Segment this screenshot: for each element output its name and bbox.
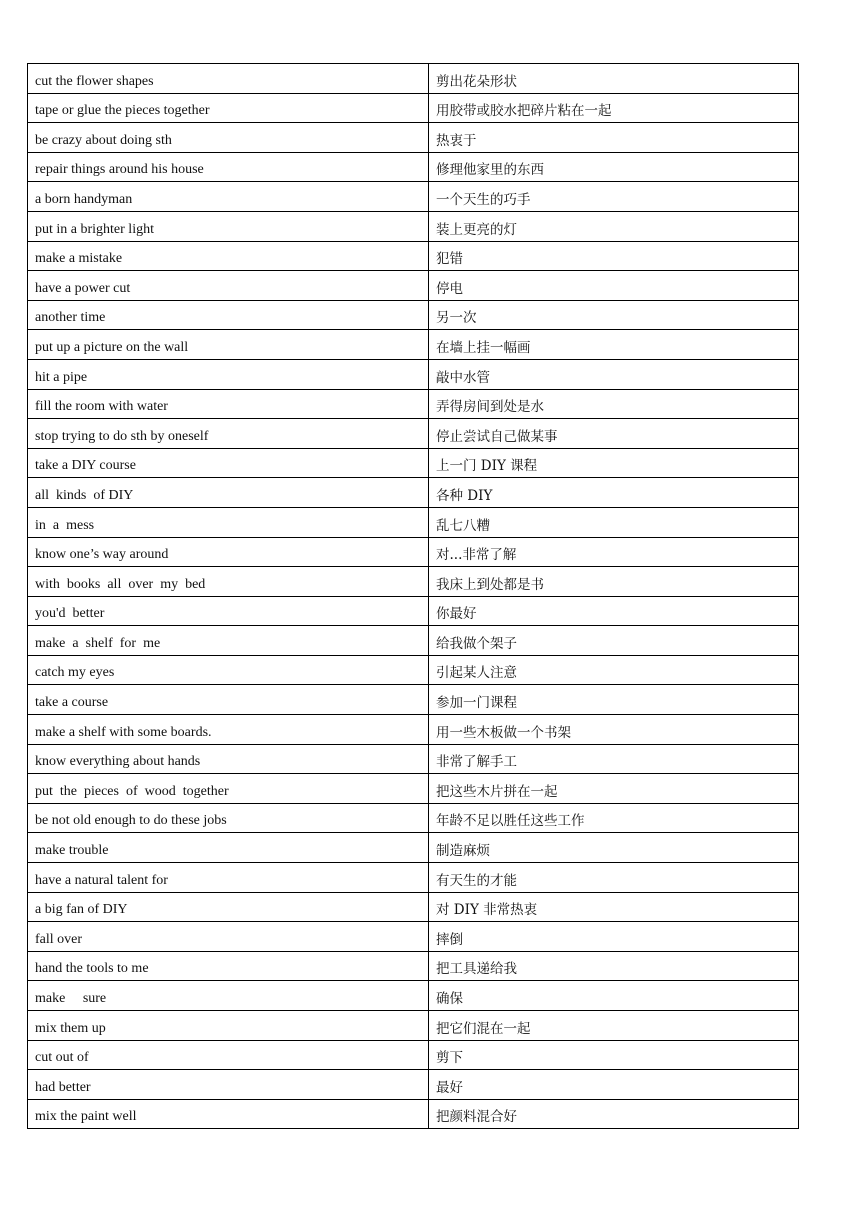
table-row — [28, 774, 799, 804]
english-phrase-cell — [28, 626, 429, 656]
english-phrase-cell — [28, 478, 429, 508]
chinese-meaning: 把颜料混合好 — [436, 1109, 517, 1126]
table-row — [28, 567, 799, 597]
chinese-meaning: 制造麻烦 — [436, 843, 490, 860]
english-phrase: mix them up — [35, 1020, 106, 1036]
chinese-meaning-cell — [429, 685, 799, 715]
chinese-meaning: 剪下 — [436, 1050, 463, 1067]
chinese-meaning-cell — [429, 1011, 799, 1041]
table-row — [28, 64, 799, 94]
chinese-meaning-cell — [429, 922, 799, 952]
table-row — [28, 182, 799, 212]
chinese-meaning: 摔倒 — [436, 931, 463, 948]
english-phrase: mix the paint well — [35, 1109, 137, 1125]
chinese-meaning-cell — [429, 833, 799, 863]
english-phrase: have a power cut — [35, 280, 131, 296]
table-row — [28, 211, 799, 241]
english-phrase-cell — [28, 833, 429, 863]
chinese-meaning: 另一次 — [436, 310, 477, 327]
table-row — [28, 123, 799, 153]
table-row — [28, 626, 799, 656]
chinese-meaning-cell — [429, 981, 799, 1011]
english-phrase: a big fan of DIY — [35, 902, 128, 918]
english-phrase-cell — [28, 359, 429, 389]
english-phrase: make a mistake — [35, 251, 123, 267]
english-phrase-cell — [28, 448, 429, 478]
table-row — [28, 537, 799, 567]
english-phrase: repair things around his house — [35, 162, 204, 178]
english-phrase: with books all over my bed — [35, 576, 206, 592]
english-phrase-cell — [28, 93, 429, 123]
english-phrase: a born handyman — [35, 191, 133, 207]
chinese-meaning-cell — [429, 419, 799, 449]
english-phrase: cut out of — [35, 1050, 89, 1066]
chinese-meaning-cell — [429, 300, 799, 330]
english-phrase-cell — [28, 419, 429, 449]
vocabulary-table-body — [28, 64, 799, 1129]
english-phrase-cell — [28, 537, 429, 567]
chinese-meaning: 引起某人注意 — [436, 665, 517, 682]
english-phrase: catch my eyes — [35, 665, 115, 681]
table-row — [28, 892, 799, 922]
chinese-meaning: 非常了解手工 — [436, 754, 517, 771]
english-phrase: hand the tools to me — [35, 961, 149, 977]
chinese-meaning: 弄得房间到处是水 — [436, 399, 544, 416]
chinese-meaning: 我床上到处都是书 — [436, 576, 544, 593]
english-phrase-cell — [28, 300, 429, 330]
english-phrase-cell — [28, 330, 429, 360]
english-phrase-cell — [28, 507, 429, 537]
table-row — [28, 685, 799, 715]
chinese-meaning-cell — [429, 1099, 799, 1129]
chinese-meaning: 把这些木片拼在一起 — [436, 783, 558, 800]
chinese-meaning: 有天生的才能 — [436, 872, 517, 889]
chinese-meaning: 你最好 — [436, 606, 477, 623]
english-phrase-cell — [28, 685, 429, 715]
english-phrase-cell — [28, 981, 429, 1011]
chinese-meaning: 用胶带或胶水把碎片粘在一起 — [436, 103, 612, 120]
english-phrase: know everything about hands — [35, 754, 201, 770]
chinese-meaning: 装上更亮的灯 — [436, 221, 517, 238]
table-row — [28, 448, 799, 478]
english-phrase: stop trying to do sth by oneself — [35, 428, 209, 444]
table-row — [28, 271, 799, 301]
english-phrase-cell — [28, 211, 429, 241]
chinese-meaning: 热衷于 — [436, 132, 477, 149]
table-row — [28, 863, 799, 893]
chinese-meaning: 上一门 DIY 课程 — [436, 458, 538, 475]
chinese-meaning-cell — [429, 448, 799, 478]
table-row — [28, 1099, 799, 1129]
chinese-meaning: 乱七八糟 — [436, 517, 490, 534]
chinese-meaning-cell — [429, 330, 799, 360]
table-row — [28, 655, 799, 685]
chinese-meaning: 修理他家里的东西 — [436, 162, 544, 179]
english-phrase-cell — [28, 1011, 429, 1041]
table-row — [28, 951, 799, 981]
english-phrase-cell — [28, 803, 429, 833]
table-row — [28, 715, 799, 745]
chinese-meaning: 把它们混在一起 — [436, 1020, 531, 1037]
english-phrase: make trouble — [35, 843, 109, 859]
table-row — [28, 1040, 799, 1070]
english-phrase-cell — [28, 655, 429, 685]
table-row — [28, 922, 799, 952]
table-row — [28, 803, 799, 833]
english-phrase: have a natural talent for — [35, 872, 168, 888]
chinese-meaning-cell — [429, 389, 799, 419]
english-phrase: put in a brighter light — [35, 221, 154, 237]
chinese-meaning: 用一些木板做一个书架 — [436, 724, 571, 741]
english-phrase: be crazy about doing sth — [35, 132, 172, 148]
chinese-meaning: 最好 — [436, 1079, 463, 1096]
english-phrase-cell — [28, 1099, 429, 1129]
chinese-meaning: 给我做个架子 — [436, 635, 517, 652]
table-row — [28, 478, 799, 508]
chinese-meaning-cell — [429, 567, 799, 597]
english-phrase: make a shelf with some boards. — [35, 724, 212, 740]
english-phrase: make sure — [35, 991, 107, 1006]
chinese-meaning-cell — [429, 478, 799, 508]
english-phrase: take a course — [35, 695, 109, 711]
chinese-meaning: 对 DIY 非常热衷 — [436, 902, 538, 919]
chinese-meaning-cell — [429, 359, 799, 389]
english-phrase-cell — [28, 715, 429, 745]
chinese-meaning-cell — [429, 863, 799, 893]
english-phrase-cell — [28, 863, 429, 893]
english-phrase: in a mess — [35, 517, 95, 533]
table-row — [28, 596, 799, 626]
english-phrase-cell — [28, 182, 429, 212]
english-phrase-cell — [28, 152, 429, 182]
table-row — [28, 152, 799, 182]
chinese-meaning: 停止尝试自己做某事 — [436, 428, 558, 445]
chinese-meaning-cell — [429, 892, 799, 922]
chinese-meaning-cell — [429, 93, 799, 123]
chinese-meaning-cell — [429, 152, 799, 182]
table-row — [28, 93, 799, 123]
table-row — [28, 241, 799, 271]
table-row — [28, 1070, 799, 1100]
english-phrase: all kinds of DIY — [35, 487, 134, 503]
vocabulary-page — [27, 63, 799, 1129]
chinese-meaning-cell — [429, 803, 799, 833]
english-phrase-cell — [28, 567, 429, 597]
english-phrase-cell — [28, 389, 429, 419]
chinese-meaning-cell — [429, 596, 799, 626]
chinese-meaning: 对...非常了解 — [436, 547, 517, 564]
chinese-meaning: 犯错 — [436, 251, 463, 268]
table-row — [28, 419, 799, 449]
english-phrase-cell — [28, 892, 429, 922]
chinese-meaning-cell — [429, 64, 799, 94]
table-row — [28, 1011, 799, 1041]
chinese-meaning-cell — [429, 211, 799, 241]
english-phrase-cell — [28, 271, 429, 301]
chinese-meaning: 把工具递给我 — [436, 961, 517, 978]
chinese-meaning-cell — [429, 774, 799, 804]
table-row — [28, 507, 799, 537]
chinese-meaning-cell — [429, 1070, 799, 1100]
chinese-meaning-cell — [429, 744, 799, 774]
english-phrase-cell — [28, 241, 429, 271]
table-row — [28, 981, 799, 1011]
chinese-meaning-cell — [429, 626, 799, 656]
chinese-meaning-cell — [429, 1040, 799, 1070]
table-row — [28, 330, 799, 360]
english-phrase-cell — [28, 596, 429, 626]
table-row — [28, 359, 799, 389]
table-row — [28, 744, 799, 774]
chinese-meaning: 确保 — [436, 991, 463, 1007]
english-phrase-cell — [28, 1070, 429, 1100]
chinese-meaning: 停电 — [436, 280, 463, 297]
chinese-meaning-cell — [429, 182, 799, 212]
english-phrase-cell — [28, 64, 429, 94]
english-phrase-cell — [28, 774, 429, 804]
chinese-meaning: 敲中水管 — [436, 369, 490, 386]
chinese-meaning-cell — [429, 951, 799, 981]
chinese-meaning: 参加一门课程 — [436, 695, 517, 712]
chinese-meaning-cell — [429, 507, 799, 537]
english-phrase: cut the flower shapes — [35, 73, 154, 89]
table-row — [28, 300, 799, 330]
english-phrase: be not old enough to do these jobs — [35, 813, 227, 829]
chinese-meaning-cell — [429, 271, 799, 301]
english-phrase-cell — [28, 744, 429, 774]
chinese-meaning: 在墙上挂一幅画 — [436, 339, 531, 356]
chinese-meaning-cell — [429, 655, 799, 685]
vocabulary-table — [27, 63, 799, 1129]
table-row — [28, 389, 799, 419]
english-phrase: you'd better — [35, 606, 105, 622]
english-phrase: put the pieces of wood together — [35, 783, 229, 799]
chinese-meaning: 年龄不足以胜任这些工作 — [436, 813, 585, 830]
english-phrase: put up a picture on the wall — [35, 339, 189, 355]
table-row — [28, 833, 799, 863]
english-phrase-cell — [28, 123, 429, 153]
chinese-meaning: 各种 DIY — [436, 487, 493, 504]
english-phrase-cell — [28, 951, 429, 981]
chinese-meaning-cell — [429, 123, 799, 153]
english-phrase: another time — [35, 310, 106, 326]
english-phrase: fill the room with water — [35, 399, 168, 415]
english-phrase-cell — [28, 1040, 429, 1070]
english-phrase: had better — [35, 1079, 91, 1095]
english-phrase: take a DIY course — [35, 458, 136, 474]
english-phrase-cell — [28, 922, 429, 952]
english-phrase: fall over — [35, 931, 83, 947]
english-phrase: hit a pipe — [35, 369, 88, 385]
english-phrase: make a shelf for me — [35, 635, 161, 651]
chinese-meaning-cell — [429, 241, 799, 271]
chinese-meaning: 剪出花朵形状 — [436, 73, 517, 90]
english-phrase: tape or glue the pieces together — [35, 103, 210, 119]
english-phrase: know one’s way around — [35, 547, 169, 563]
chinese-meaning-cell — [429, 715, 799, 745]
chinese-meaning: 一个天生的巧手 — [436, 191, 531, 208]
chinese-meaning-cell — [429, 537, 799, 567]
